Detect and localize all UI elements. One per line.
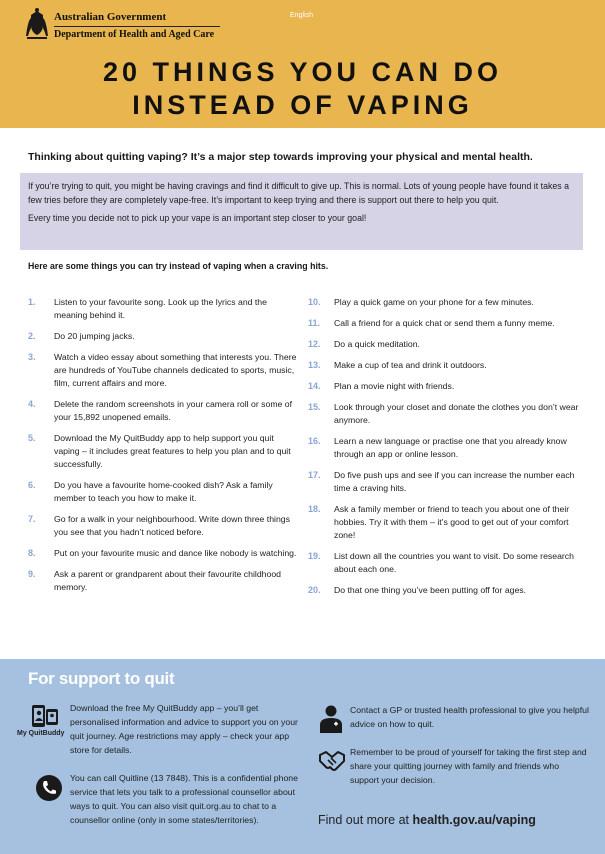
item-number: 3.: [28, 352, 36, 362]
list-item: [28, 432, 300, 471]
list-item: [28, 547, 300, 560]
gov-divider: [54, 26, 220, 27]
tips-list-left: [28, 296, 300, 602]
item-number: 5.: [28, 433, 36, 443]
gov-line1: Australian Government: [54, 11, 167, 23]
item-number: 1.: [28, 297, 36, 307]
coat-of-arms-icon: [24, 8, 50, 40]
doctor-icon: [320, 705, 342, 733]
info-paragraph-1: If you’re trying to quit, you might be having cravings and find it difficult to give up. This is normal. Lots of young people have found it takes a few tries before they are completely vape-free. It’s important to keep trying and there is support out there to help you quit.: [28, 181, 569, 205]
language-link[interactable]: English: [290, 12, 313, 19]
list-item: [308, 469, 586, 495]
item-text: Watch a video essay about something that interests you. There are hundreds of YouTube channels dedicated to sports, music, film, current affairs and more.: [54, 352, 297, 388]
item-number: 11.: [308, 318, 321, 328]
item-text: Do you have a favourite home-cooked dish? Ask a family member to teach you how to make it.: [54, 480, 273, 503]
item-number: 20.: [308, 585, 321, 595]
info-paragraph-2: Every time you decide not to pick up your vape is an important step closer to your goal!: [28, 213, 367, 223]
page-title: [0, 56, 605, 122]
item-text: Download the My QuitBuddy app to help support you quit vaping – it includes great features to help you plan and to quit successfully.: [54, 433, 291, 469]
item-number: 9.: [28, 569, 36, 579]
item-number: 13.: [308, 360, 321, 370]
proud-text: Remember to be proud of yourself for taking the first step and share your quitting journey with family and friends who support your decision.: [350, 747, 587, 785]
find-out-prefix: Find out more at: [318, 813, 413, 827]
item-number: 19.: [308, 551, 321, 561]
support-heading: For support to quit: [28, 669, 175, 688]
list-item: [308, 317, 586, 330]
list-item: [308, 338, 586, 351]
list-item: [308, 435, 586, 461]
item-text: Ask a family member or friend to teach you about one of their hobbies. Try it with them – it’s good to get out of your comfort zone!: [334, 504, 570, 540]
item-number: 17.: [308, 470, 321, 480]
item-text: Do five push ups and see if you can increase the number each time a craving hits.: [334, 470, 575, 493]
item-text: Call a friend for a quick chat or send them a funny meme.: [334, 318, 555, 328]
list-item: [308, 550, 586, 576]
item-text: Put on your favourite music and dance like nobody is watching.: [54, 548, 297, 558]
item-number: 8.: [28, 548, 36, 558]
item-text: Plan a movie night with friends.: [334, 381, 455, 391]
list-item: [308, 380, 586, 393]
list-item: [28, 479, 300, 505]
list-item: [308, 359, 586, 372]
item-text: Go for a walk in your neighbourhood. Write down three things you see that you hadn’t noticed before.: [54, 514, 290, 537]
item-text: Do that one thing you’ve been putting off for ages.: [334, 585, 527, 595]
item-number: 7.: [28, 514, 36, 524]
item-number: 16.: [308, 436, 321, 446]
tips-list-right: [308, 296, 586, 605]
quitline-text: You can call Quitline (13 7848). This is a confidential phone service that lets you talk to a professional counsellor about ways to quit. You can also visit quit.org.au to chat to a counsellor online (only in some states/territories).: [70, 773, 298, 825]
header: [0, 0, 605, 128]
phone-app-icon: [27, 703, 61, 729]
title-line2: INSTEAD OF VAPING: [132, 90, 473, 120]
handshake-icon: [318, 749, 346, 773]
list-item: [308, 503, 586, 542]
support-section: [0, 659, 605, 854]
item-number: 18.: [308, 504, 321, 514]
government-branding: [54, 11, 220, 41]
info-box: [20, 173, 583, 250]
item-number: 14.: [308, 381, 321, 391]
item-number: 4.: [28, 399, 36, 409]
item-text: Do a quick meditation.: [334, 339, 420, 349]
item-number: 12.: [308, 339, 321, 349]
app-text: Download the free My QuitBuddy app – you’ll get personalised information and advice to support you on your quit journey. Age restrictions may apply – check your app store for details.: [70, 703, 298, 755]
item-number: 6.: [28, 480, 36, 490]
list-intro: Here are some things you can try instead of vaping when a craving hits.: [28, 261, 329, 271]
list-item: [28, 351, 300, 390]
list-item: [28, 330, 300, 343]
list-item: [308, 296, 586, 309]
item-text: Listen to your favourite song. Look up the lyrics and the meaning behind it.: [54, 297, 267, 320]
item-number: 15.: [308, 402, 321, 412]
phone-call-icon: [34, 773, 64, 803]
find-out-link[interactable]: health.gov.au/vaping: [412, 813, 536, 827]
item-text: Delete the random screenshots in your camera roll or some of your 15,892 unopened emails.: [54, 399, 293, 422]
item-text: Make a cup of tea and drink it outdoors.: [334, 360, 487, 370]
list-item: [28, 513, 300, 539]
item-text: Ask a parent or grandparent about their favourite childhood memory.: [54, 569, 281, 592]
gp-text: Contact a GP or trusted health professional to give you helpful advice on how to quit.: [350, 705, 589, 729]
lead-paragraph: Thinking about quitting vaping? It’s a major step towards improving your physical and mental health.: [28, 151, 533, 163]
gov-line2: Department of Health and Aged Care: [54, 29, 215, 40]
list-item: [28, 398, 300, 424]
item-text: Do 20 jumping jacks.: [54, 331, 135, 341]
title-line1: 20 THINGS YOU CAN DO: [102, 57, 503, 87]
list-item: [308, 584, 586, 597]
item-text: List down all the countries you want to visit. Do some research about each one.: [334, 551, 574, 574]
item-number: 2.: [28, 331, 36, 341]
item-text: Play a quick game on your phone for a few minutes.: [334, 297, 534, 307]
list-item: [308, 401, 586, 427]
app-label: My QuitBuddy: [17, 730, 65, 737]
list-item: [28, 568, 300, 594]
find-out-more: [318, 813, 536, 827]
list-item: [28, 296, 300, 322]
item-text: Learn a new language or practise one that you already know through an app or online lesson.: [334, 436, 567, 459]
item-number: 10.: [308, 297, 321, 307]
item-text: Look through your closet and donate the clothes you don’t wear anymore.: [334, 402, 579, 425]
